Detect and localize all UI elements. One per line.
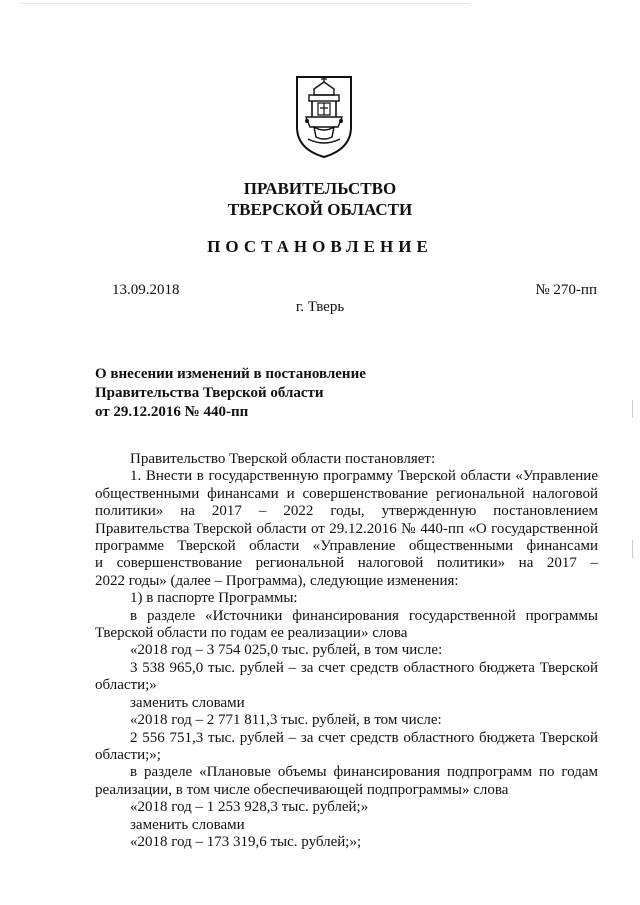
body-line: «2018 год – 2 771 811,3 тыс. рублей, в том числе:	[130, 712, 442, 729]
scan-artifact-right	[632, 400, 633, 418]
body-line: программе Тверской области «Управление общественными финансами	[95, 538, 598, 555]
document-date: 13.09.2018	[112, 282, 180, 298]
body-line: реализации, в том числе обеспечивающей подпрограммы» слова	[95, 781, 509, 798]
body-line: заменить словами	[130, 816, 245, 833]
body-line: 3 538 965,0 тыс. рублей – за счет средств областного бюджета Тверской	[130, 659, 598, 676]
subject-line: О внесении изменений в постановление	[95, 366, 366, 382]
body-line: 1) в паспорте Программы:	[130, 590, 298, 607]
body-line: политики» на 2017 – 2022 годы, утвержденную постановлением	[95, 503, 598, 520]
body-line: Тверской области по годам ее реализации» слова	[95, 625, 408, 642]
subject-line: Правительства Тверской области	[95, 385, 324, 401]
body-line: 1. Внести в государственную программу Тверской области «Управление	[130, 468, 598, 485]
document-subject	[95, 365, 366, 422]
body-line: «2018 год – 3 754 025,0 тыс. рублей, в том числе:	[130, 642, 443, 659]
coat-of-arms-icon	[294, 73, 354, 159]
subject-line: от 29.12.2016 № 440-пп	[95, 404, 249, 420]
document-city: г. Тверь	[295, 299, 345, 315]
document-number: № 270-пп	[535, 282, 597, 298]
body-line: общественными финансами и совершенствование региональной налоговой	[95, 485, 598, 502]
government-title-line1: ПРАВИТЕЛЬСТВО	[243, 179, 397, 198]
body-line: Правительство Тверской области постановляет:	[130, 451, 436, 467]
document-body	[95, 451, 598, 851]
document-type-title: ПОСТАНОВЛЕНИЕ	[207, 237, 433, 256]
body-line: и совершенствование региональной налоговой политики» на 2017 –	[95, 555, 598, 572]
body-line: области;»	[95, 677, 157, 694]
body-line: области;»;	[95, 746, 161, 763]
body-line: 2 556 751,3 тыс. рублей – за счет средств областного бюджета Тверской	[130, 729, 598, 746]
body-line: в разделе «Плановые объемы финансирования подпрограмм по годам	[130, 764, 598, 781]
body-line: 2022 годы» (далее – Программа), следующие изменения:	[95, 572, 459, 589]
scan-artifact-right	[632, 540, 633, 558]
scan-artifact-top	[20, 3, 470, 4]
government-title-line2: ТВЕРСКОЙ ОБЛАСТИ	[227, 200, 413, 219]
body-line: «2018 год – 1 253 928,3 тыс. рублей;»	[130, 799, 369, 816]
body-line: в разделе «Источники финансирования государственной программы	[130, 607, 598, 624]
body-line: заменить словами	[130, 694, 245, 711]
body-line: Правительства Тверской области от 29.12.2016 № 440-пп «О государственной	[95, 520, 598, 537]
body-line: «2018 год – 173 319,6 тыс. рублей;»;	[130, 833, 362, 850]
